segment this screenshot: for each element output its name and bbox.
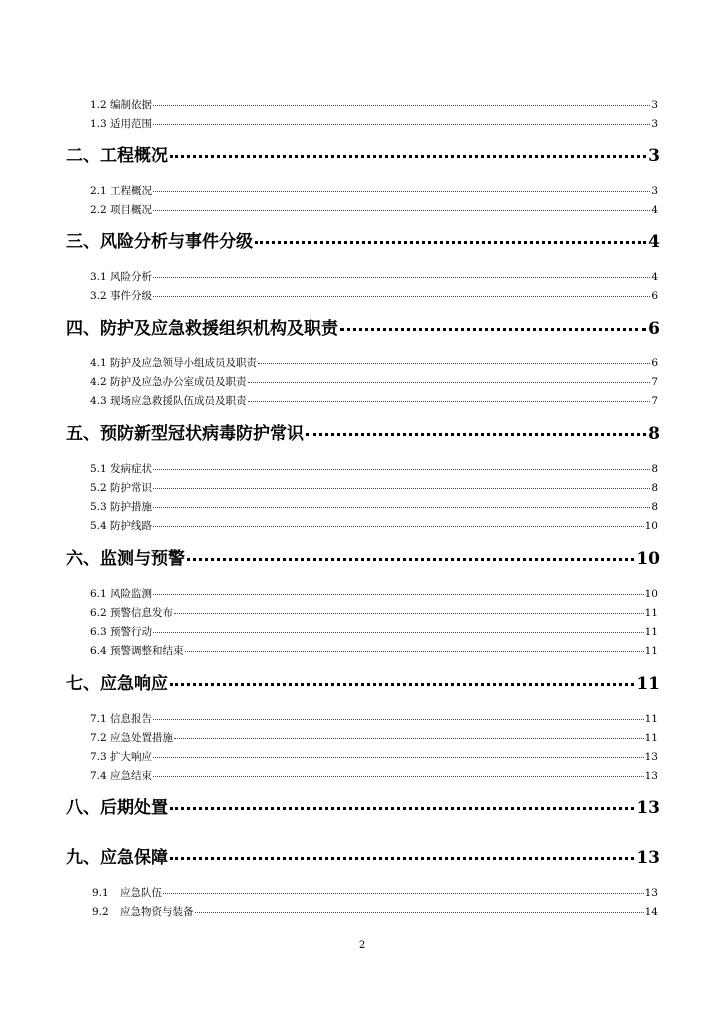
toc-entry-page: 11 — [644, 645, 658, 657]
dot-leader — [170, 683, 634, 686]
toc-chapter-label: 七、应急响应 — [66, 674, 168, 694]
toc-entry[interactable] — [90, 355, 658, 370]
toc-entry[interactable] — [92, 885, 658, 900]
toc-chapter[interactable] — [66, 314, 660, 339]
toc-chapter[interactable] — [66, 544, 660, 569]
toc-entry[interactable] — [90, 518, 658, 533]
toc-entry-number: 9.2 — [92, 906, 109, 918]
toc-entry-number: 9.1 — [92, 887, 109, 899]
toc-chapter-label: 八、后期处置 — [66, 798, 168, 818]
toc-chapter-page: 10 — [636, 549, 660, 569]
dot-leader — [153, 469, 650, 470]
toc-entry-label: 4.1 防护及应急领导小组成员及职责 — [90, 357, 258, 369]
toc-entry-label: 7.2 应急处置措施 — [90, 732, 174, 744]
toc-chapter-label: 四、防护及应急救援组织机构及职责 — [66, 319, 338, 339]
toc-entry-label: 4.3 现场应急救援队伍成员及职责 — [90, 395, 247, 407]
toc-entry-label: 6.3 预警行动 — [90, 626, 153, 638]
toc-entry-label: 1.2 编制依据 — [90, 99, 153, 111]
toc-entry-label: 5.4 防护线路 — [90, 520, 153, 532]
dot-leader — [153, 210, 650, 211]
dot-leader — [170, 155, 646, 158]
dot-leader — [170, 807, 634, 810]
toc-entry[interactable] — [90, 202, 658, 217]
dot-leader — [163, 893, 644, 894]
toc-entry-page: 4 — [651, 204, 658, 216]
toc-entry[interactable] — [90, 711, 658, 726]
dot-leader — [174, 738, 644, 739]
toc-entry[interactable] — [90, 624, 658, 639]
toc-entry[interactable] — [90, 393, 658, 408]
toc-entry[interactable] — [90, 499, 658, 514]
dot-leader — [248, 382, 651, 383]
dot-leader — [187, 558, 634, 561]
dot-leader — [153, 296, 650, 297]
toc-entry-label: 4.2 防护及应急办公室成员及职责 — [90, 376, 247, 388]
toc-chapter[interactable] — [66, 227, 660, 252]
toc-entry-label: 6.1 风险监测 — [90, 588, 153, 600]
toc-entry-label: 5.2 防护常识 — [90, 482, 153, 494]
dot-leader — [153, 277, 650, 278]
dot-leader — [153, 719, 644, 720]
toc-chapter[interactable] — [66, 669, 660, 694]
toc-entry[interactable] — [90, 643, 658, 658]
dot-leader — [255, 241, 646, 244]
toc-entry-page: 8 — [651, 463, 658, 475]
dot-leader — [153, 776, 644, 777]
dot-leader — [153, 191, 650, 192]
page-number: 2 — [358, 940, 366, 951]
toc-entry-page: 4 — [651, 271, 658, 283]
dot-leader — [248, 401, 651, 402]
toc-entry-page: 7 — [651, 376, 658, 388]
toc-entry-page: 8 — [651, 501, 658, 513]
toc-entry-label: 2.2 项目概况 — [90, 204, 153, 216]
toc-chapter-page: 11 — [636, 674, 660, 694]
toc-entry-label — [92, 885, 162, 900]
toc-entry-text: 应急物资与装备 — [120, 906, 194, 918]
toc-entry-page: 13 — [644, 751, 658, 763]
toc-entry-label: 1.3 适用范围 — [90, 118, 153, 130]
toc-entry-page: 13 — [644, 770, 658, 782]
dot-leader — [153, 488, 650, 489]
dot-leader — [340, 328, 646, 331]
toc-entry-page: 13 — [644, 887, 658, 899]
toc-chapter-label: 六、监测与预警 — [66, 549, 185, 569]
toc-entry-text: 应急队伍 — [120, 887, 162, 899]
toc-chapter[interactable] — [66, 843, 660, 868]
dot-leader — [170, 857, 634, 860]
toc-entry-label: 6.2 预警信息发布 — [90, 607, 174, 619]
toc-entry-page: 11 — [644, 732, 658, 744]
toc-entry-page: 8 — [651, 482, 658, 494]
toc-chapter[interactable] — [66, 141, 660, 166]
toc-entry-label: 2.1 工程概况 — [90, 185, 153, 197]
toc-chapter-label: 二、工程概况 — [66, 146, 168, 166]
toc-entry[interactable] — [90, 480, 658, 495]
toc-entry-label: 7.1 信息报告 — [90, 713, 153, 725]
toc-entry-page: 3 — [651, 185, 658, 197]
dot-leader — [153, 124, 650, 125]
dot-leader — [195, 912, 644, 913]
toc-entry-page: 7 — [651, 395, 658, 407]
dot-leader — [153, 507, 650, 508]
toc-chapter-label: 三、风险分析与事件分级 — [66, 232, 253, 252]
toc-entry[interactable] — [90, 768, 658, 783]
toc-chapter-page: 4 — [648, 232, 660, 252]
dot-leader — [258, 363, 650, 364]
toc-chapter[interactable] — [66, 419, 660, 444]
toc-entry[interactable] — [90, 461, 658, 476]
dot-leader — [153, 594, 644, 595]
dot-leader — [153, 632, 644, 633]
toc-entry-page: 14 — [644, 906, 658, 918]
toc-entry-label: 7.3 扩大响应 — [90, 751, 153, 763]
toc-entry[interactable] — [90, 116, 658, 131]
toc-entry-page: 11 — [644, 626, 658, 638]
toc-chapter[interactable] — [66, 793, 660, 818]
toc-entry-page: 6 — [651, 290, 658, 302]
toc-entry[interactable] — [90, 605, 658, 620]
toc-entry[interactable] — [90, 288, 658, 303]
toc-entry-page: 11 — [644, 607, 658, 619]
toc-entry-label: 5.3 防护措施 — [90, 501, 153, 513]
dot-leader — [185, 651, 644, 652]
toc-entry[interactable] — [90, 586, 658, 601]
toc-entry-page: 10 — [644, 588, 658, 600]
toc-entry-page: 3 — [651, 118, 658, 130]
toc-entry-page: 3 — [651, 99, 658, 111]
toc-entry[interactable] — [90, 183, 658, 198]
toc-entry[interactable] — [92, 904, 658, 919]
toc-entry-label: 3.1 风险分析 — [90, 271, 153, 283]
toc-entry-label: 6.4 预警调整和结束 — [90, 645, 184, 657]
toc-chapter-page: 13 — [636, 798, 660, 818]
toc-entry-label: 3.2 事件分级 — [90, 290, 153, 302]
toc-entry[interactable] — [90, 730, 658, 745]
dot-leader — [174, 613, 644, 614]
toc-entry[interactable] — [90, 97, 658, 112]
dot-leader — [153, 105, 650, 106]
toc-entry-page: 10 — [644, 520, 658, 532]
toc-chapter-page: 8 — [648, 424, 660, 444]
toc-chapter-page: 3 — [648, 146, 660, 166]
toc-chapter-label: 九、应急保障 — [66, 848, 168, 868]
toc-entry-label: 7.4 应急结束 — [90, 770, 153, 782]
dot-leader — [153, 757, 644, 758]
toc-entry-label — [92, 904, 194, 919]
toc-chapter-page: 6 — [648, 319, 660, 339]
dot-leader — [306, 433, 646, 436]
toc-entry-page: 11 — [644, 713, 658, 725]
toc-entry[interactable] — [90, 749, 658, 764]
toc-chapter-page: 13 — [636, 848, 660, 868]
toc-chapter-label: 五、预防新型冠状病毒防护常识 — [66, 424, 304, 444]
toc-entry[interactable] — [90, 374, 658, 389]
toc-entry-page: 6 — [651, 357, 658, 369]
toc-entry[interactable] — [90, 269, 658, 284]
toc-entry-label: 5.1 发病症状 — [90, 463, 153, 475]
dot-leader — [153, 526, 644, 527]
